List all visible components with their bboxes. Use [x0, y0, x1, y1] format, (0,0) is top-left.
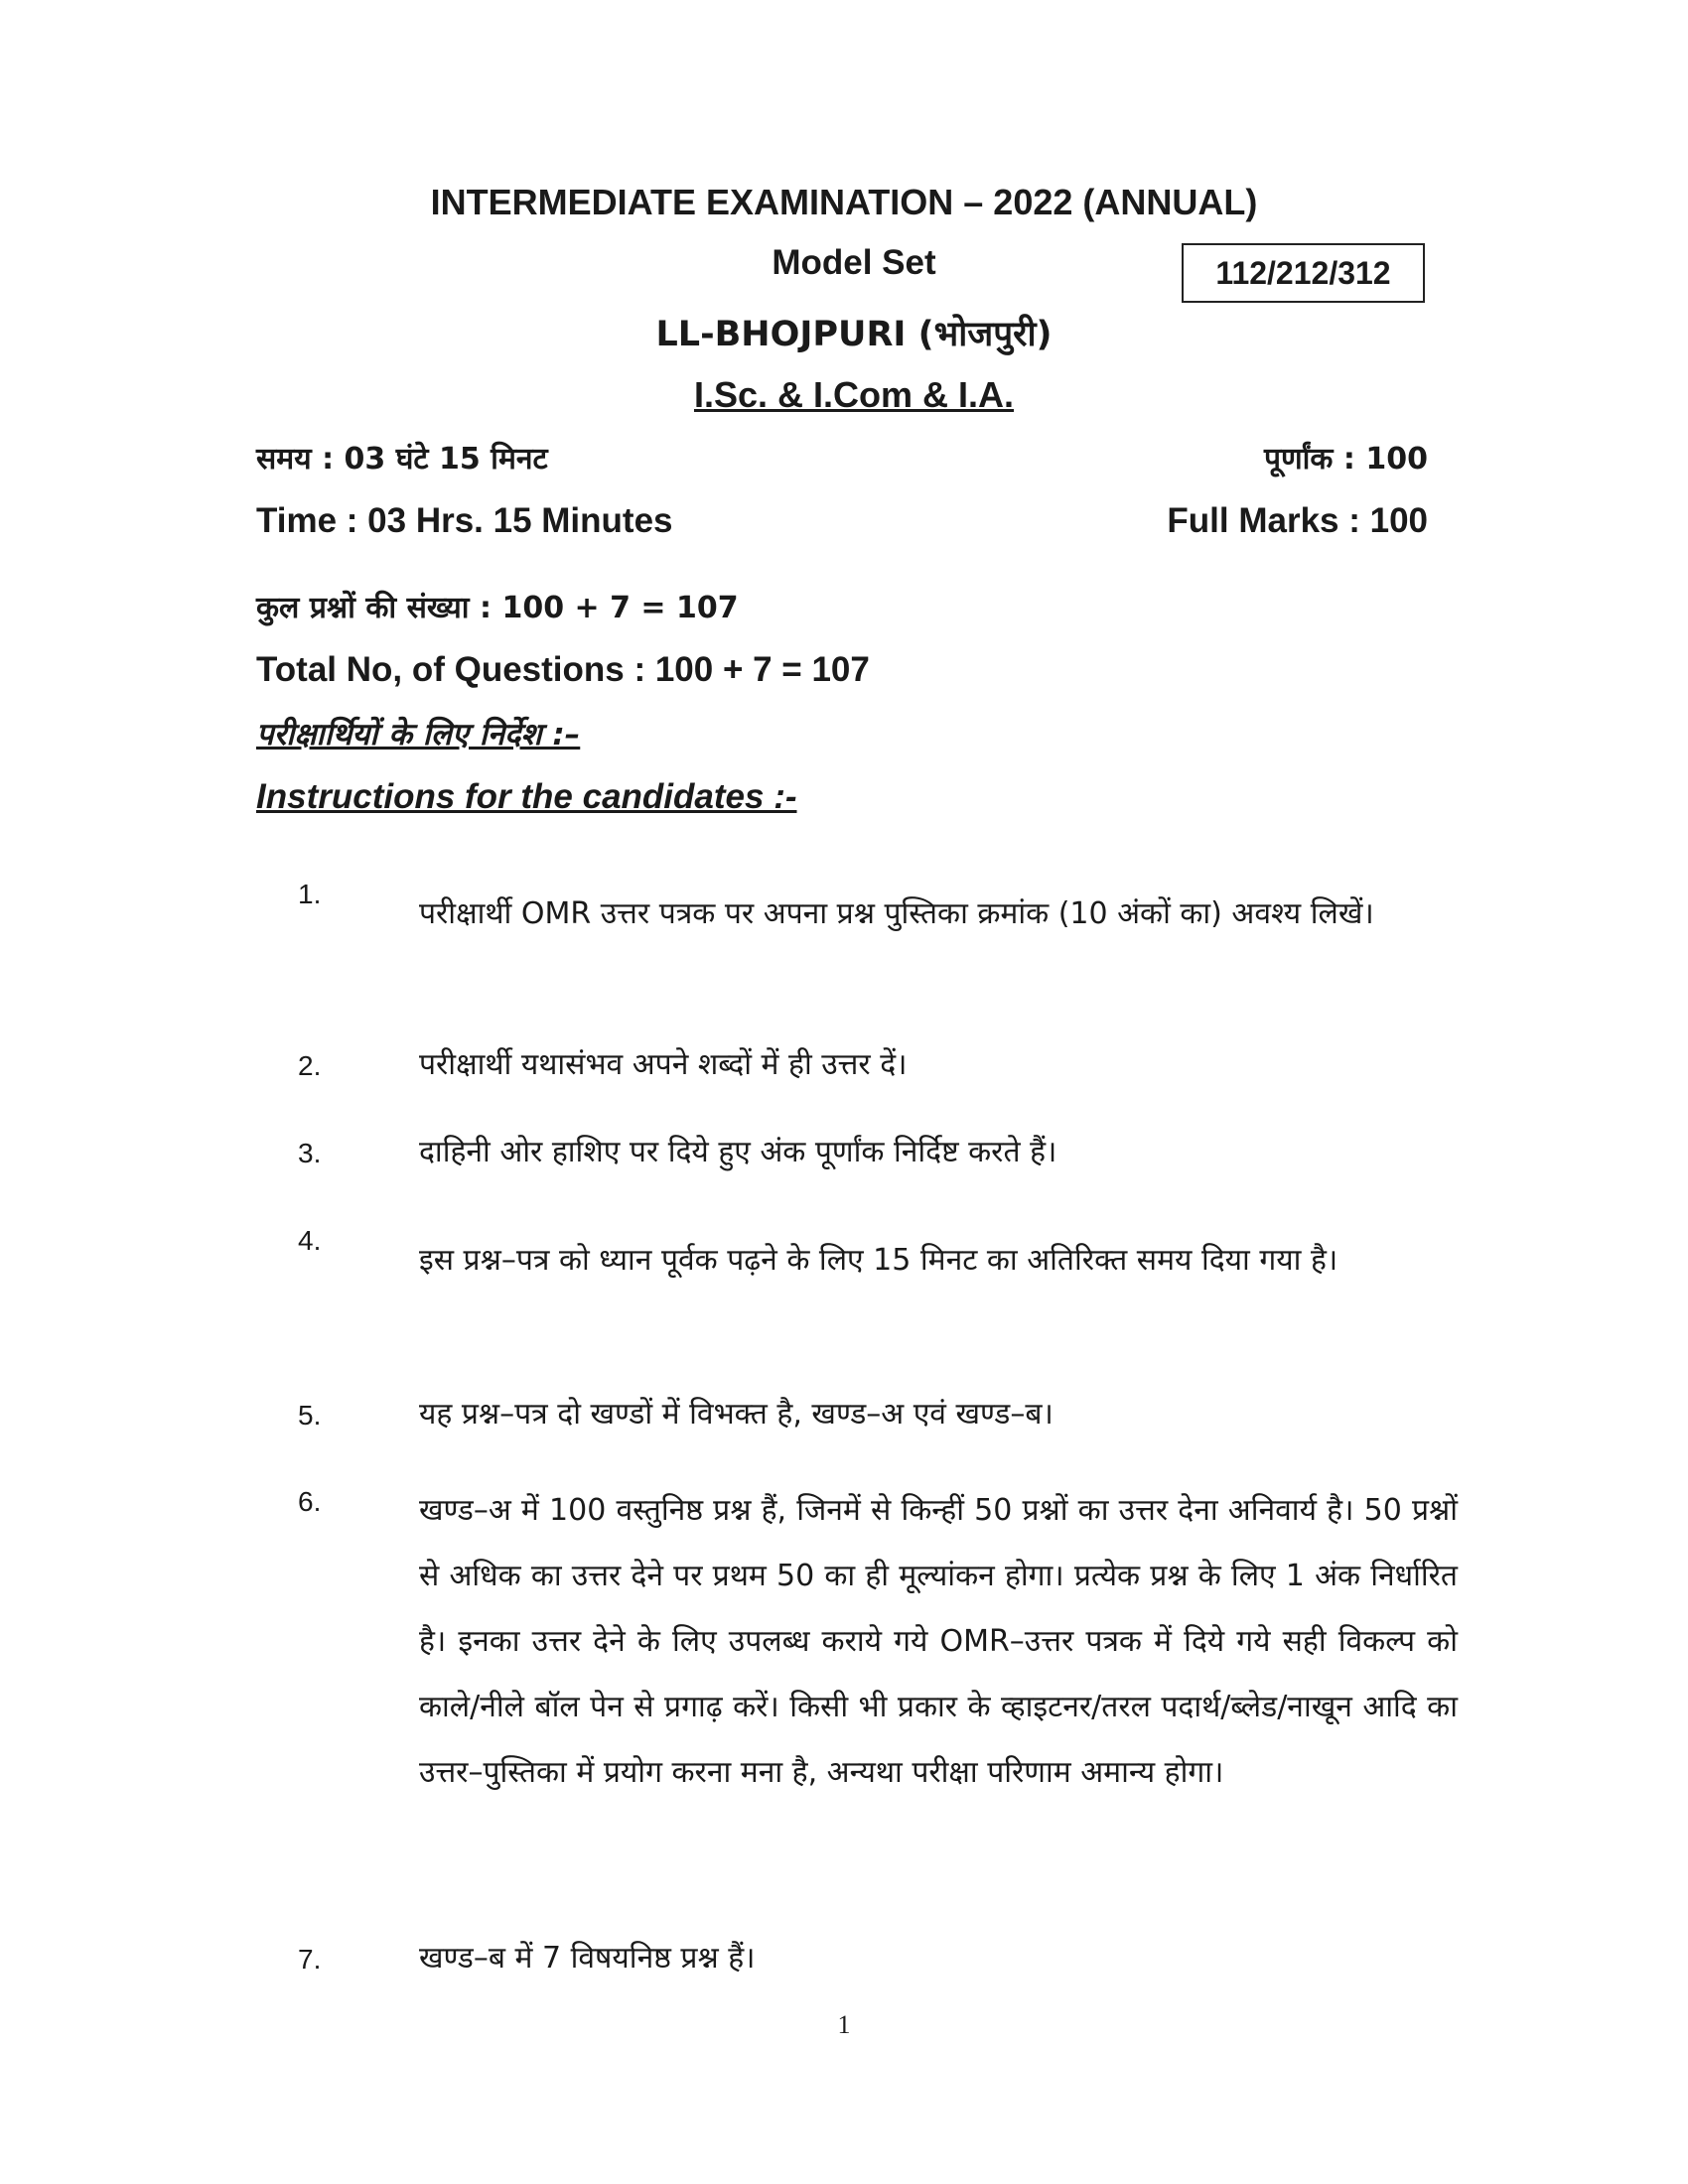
subject-title: LL-BHOJPURI (भोजपुरी)	[655, 315, 1053, 354]
total-questions-hindi: कुल प्रश्नों की संख्या : 100 + 7 = 107	[256, 591, 739, 625]
time-hindi: समय : 03 घंटे 15 मिनट	[256, 442, 548, 477]
time-marks-hindi-row	[256, 437, 1428, 478]
instruction-number: 5.	[298, 1400, 322, 1431]
stream-label: I.Sc. & I.Com & I.A.	[693, 374, 1015, 415]
instruction-text: इस प्रश्न–पत्र को ध्यान पूर्वक पढ़ने के लिए 15 मिनट का अतिरिक्त समय दिया गया है।	[419, 1243, 1338, 1278]
instruction-number: 6.	[298, 1486, 322, 1517]
instruction-text: दाहिनी ओर हाशिए पर दिये हुए अंक पूर्णांक निर्दिष्ट करते हैं।	[419, 1135, 1057, 1169]
time-english: Time : 03 Hrs. 15 Minutes	[256, 501, 673, 540]
exam-title: INTERMEDIATE EXAMINATION – 2022 (ANNUAL)	[430, 182, 1258, 222]
instructions-heading-hindi: परीक्षार्थियों के लिए निर्देश :–	[256, 717, 581, 752]
page-number: 1	[837, 2010, 851, 2039]
subject-code-box: 112/212/312	[1182, 243, 1425, 303]
full-marks-english: Full Marks : 100	[1167, 501, 1428, 540]
model-set-label: Model Set	[772, 243, 936, 282]
total-questions-english: Total No, of Questions : 100 + 7 = 107	[256, 650, 870, 689]
instruction-text: परीक्षार्थी OMR उत्तर पत्रक पर अपना प्रश्न पुस्तिका क्रमांक (10 अंकों का) अवश्य लिखें।	[419, 896, 1374, 931]
instruction-number: 4.	[298, 1225, 322, 1256]
instruction-text: परीक्षार्थी यथासंभव अपने शब्दों में ही उत्तर दें।	[419, 1047, 908, 1082]
instruction-number: 1.	[298, 879, 322, 909]
instruction-number: 7.	[298, 1944, 322, 1975]
instruction-text: यह प्रश्न–पत्र दो खण्डों में विभक्त है, खण्ड–अ एवं खण्ड–ब।	[419, 1397, 1054, 1432]
time-marks-english-row	[256, 501, 1428, 541]
instructions-heading-english: Instructions for the candidates :-	[256, 777, 797, 816]
instruction-number: 2.	[298, 1050, 322, 1081]
instruction-text: खण्ड–ब में 7 विषयनिष्ठ प्रश्न हैं।	[419, 1941, 756, 1976]
full-marks-hindi: पूर्णांक : 100	[1263, 442, 1428, 477]
instruction-text: खण्ड–अ में 100 वस्तुनिष्ठ प्रश्न हैं, जिनमें से किन्हीं 50 प्रश्नों का उत्तर देना अनिवार्य है। 50 प्रश्नों से अधिक का उत्तर देने पर प्रथम 50 का ही मूल्यांकन होगा। प्रत्येक प्रश्न के लिए 1 अंक निर्धारित है। इनका उत्तर देने के लिए उपलब्ध कराये गये OMR–उत्तर पत्रक में दिये गये सही विकल्प को काले/नीले बॉल पेन से प्रगाढ़ करें। किसी भी प्रकार के व्हाइटनर/तरल पदार्थ/ब्लेड/नाखून आदि का उत्तर–पुस्तिका में प्रयोग करना मना है, अन्यथा परीक्षा परिणाम अमान्य होगा।	[419, 1493, 1458, 1790]
instruction-number: 3.	[298, 1138, 322, 1168]
